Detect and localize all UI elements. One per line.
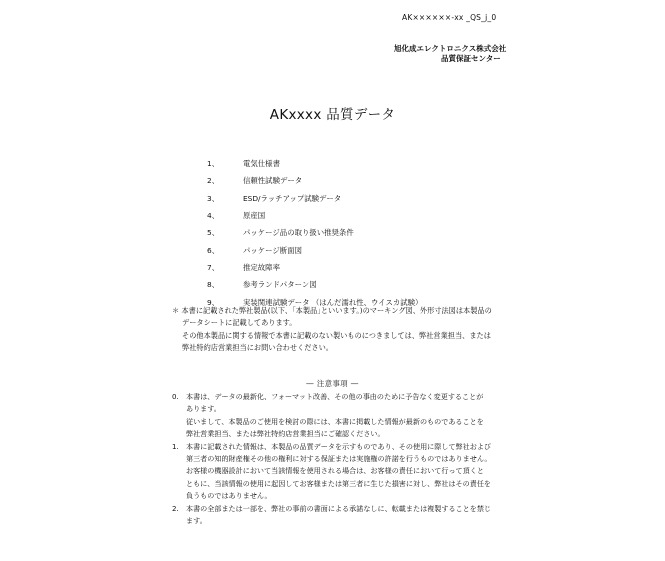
toc-number: 8、 bbox=[207, 280, 220, 290]
caution-line: 従いまして、本製品のご使用を検討の際には、本書に掲載した情報が最新のものであることを bbox=[186, 416, 484, 426]
toc-item bbox=[207, 207, 422, 224]
caution-line: 本書の全部または一部を、弊社の事前の書面による承諾なしに、転載または複製することを禁じ bbox=[186, 503, 492, 513]
toc-item bbox=[207, 259, 422, 276]
toc-label: 電気仕様書 bbox=[243, 159, 280, 169]
toc-label: 原産国 bbox=[243, 211, 266, 221]
note-line: ＊ 本書に記載された弊社製品(以下、｢本製品｣といいます。)のマーキング図、外形寸法図は本製品の bbox=[172, 306, 492, 315]
caution-line: 弊社営業担当、または弊社特約店営業担当にご確認ください。 bbox=[186, 429, 385, 439]
toc-item bbox=[207, 276, 422, 293]
toc-label: 推定故障率 bbox=[243, 262, 280, 272]
department-name: 品質保証センター bbox=[441, 54, 501, 63]
note-line: その他本製品に関する情報で本書に記載のない製いものにつきましては、弊社営業担当、または bbox=[182, 330, 491, 340]
note-line: データシートに記載してあります。 bbox=[182, 318, 297, 328]
caution-item bbox=[172, 503, 491, 528]
toc-number: 9、 bbox=[207, 297, 220, 307]
toc-number: 3、 bbox=[207, 193, 220, 203]
toc-label: 信頼性試験データ bbox=[243, 176, 303, 186]
caution-line: 負うものではありません。 bbox=[186, 491, 272, 501]
caution-line: 第三者の知的財産権その他の権利に対する保証または実施権の許諾を行うものではありません。 bbox=[186, 454, 492, 464]
toc-label: ESD/ラッチアップ試験データ bbox=[243, 193, 342, 203]
caution-number: 2. bbox=[172, 503, 179, 513]
toc-label: パッケージ品の取り扱い推奨条件 bbox=[243, 228, 354, 238]
caution-number: 1. bbox=[172, 441, 179, 451]
toc-number: 2、 bbox=[207, 176, 220, 186]
toc-item bbox=[207, 190, 422, 207]
toc-label: 参考ランドパターン図 bbox=[243, 280, 317, 290]
toc-number: 4、 bbox=[207, 211, 220, 221]
toc-item bbox=[207, 172, 422, 189]
reference-note bbox=[172, 305, 492, 354]
caution-heading: ― 注意事項 ― bbox=[306, 379, 359, 388]
table-of-contents bbox=[207, 155, 422, 311]
toc-number: 5、 bbox=[207, 228, 220, 238]
note-line: 弊社特約店営業担当にお問い合わせください。 bbox=[182, 342, 333, 352]
document-title: AKxxxx 品質データ bbox=[269, 107, 396, 123]
caution-line: 本書は、データの最新化、フォーマット改善、その他の事由のために予告なく変更することが bbox=[186, 392, 484, 401]
toc-number: 6、 bbox=[207, 245, 220, 255]
caution-line: ともに、当該情報の使用に起因してお客様または第三者に生じた損害に対し、弊社はその責任を bbox=[186, 478, 492, 488]
caution-item bbox=[172, 391, 491, 441]
toc-number: 7、 bbox=[207, 262, 220, 272]
toc-item bbox=[207, 241, 422, 258]
company-name: 旭化成エレクトロニクス株式会社 bbox=[394, 44, 507, 53]
toc-number: 1、 bbox=[207, 159, 220, 169]
caution-line: ます。 bbox=[186, 516, 207, 526]
toc-label: 実装関連試験データ （はんだ濡れ性、ウイスカ試験） bbox=[243, 297, 423, 307]
caution-line: 本書に記載された情報は、本製品の品質データを示すものであり、その使用に際して弊社および bbox=[186, 441, 492, 451]
caution-item bbox=[172, 441, 491, 503]
document-id: AK××××××-xx _QS_j_0 bbox=[402, 13, 497, 22]
caution-line: お客様の機器設計において当該情報を使用される場合は、お客様の責任において行って頂くと bbox=[186, 466, 484, 476]
caution-list bbox=[172, 391, 491, 527]
caution-number: 0. bbox=[172, 392, 179, 401]
toc-item bbox=[207, 155, 422, 172]
caution-line: あります。 bbox=[186, 404, 221, 414]
toc-item bbox=[207, 224, 422, 241]
toc-label: パッケージ断面図 bbox=[243, 245, 302, 255]
